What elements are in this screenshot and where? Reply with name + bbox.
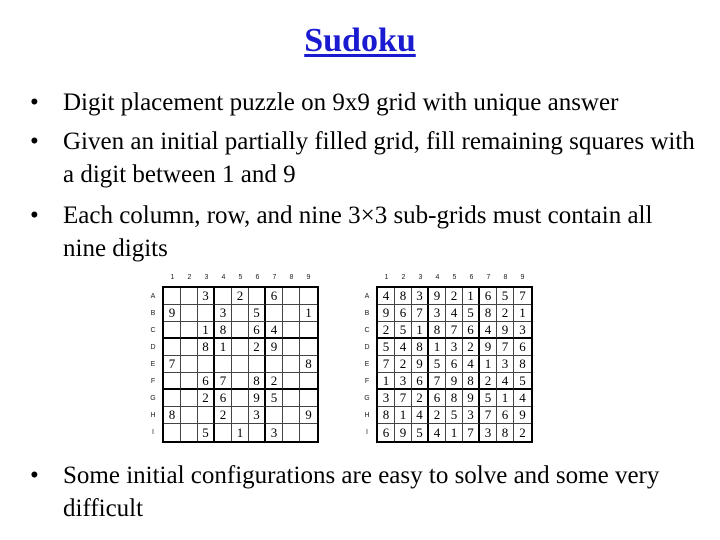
slide-title: Sudoku — [304, 22, 416, 59]
sudoku-cell — [300, 339, 317, 356]
sudoku-cell: 2 — [198, 390, 215, 407]
column-label: 4 — [221, 274, 226, 281]
sudoku-cell: 6 — [378, 424, 395, 441]
sudoku-cell: 2 — [463, 339, 480, 356]
sudoku-grid — [162, 286, 319, 443]
sudoku-cell: 8 — [198, 339, 215, 356]
sudoku-cell: 6 — [266, 288, 283, 305]
column-label: 3 — [204, 274, 209, 281]
column-label: 6 — [255, 274, 260, 281]
sudoku-cell: 3 — [395, 373, 412, 390]
sudoku-cell: 3 — [215, 305, 232, 322]
bullet-text: Each column, row, and nine 3×3 sub-grids must contain all nine digits — [63, 202, 653, 262]
column-label: 7 — [272, 274, 277, 281]
row-label: G — [150, 395, 156, 402]
sudoku-cell — [164, 339, 181, 356]
sudoku-cell: 9 — [249, 390, 266, 407]
sudoku-cell: 2 — [446, 288, 463, 305]
sudoku-cell — [249, 288, 266, 305]
sudoku-cell: 8 — [446, 390, 463, 407]
sudoku-cell: 2 — [497, 305, 514, 322]
sudoku-cell: 6 — [514, 339, 531, 356]
sudoku-cell: 8 — [378, 407, 395, 424]
column-label: 9 — [306, 274, 311, 281]
bullet-3 — [30, 199, 700, 265]
sudoku-cell: 3 — [480, 424, 497, 441]
sudoku-cell: 1 — [395, 407, 412, 424]
sudoku-cell: 8 — [480, 305, 497, 322]
sudoku-cell — [300, 288, 317, 305]
sudoku-cell: 3 — [378, 390, 395, 407]
row-label: B — [364, 310, 370, 317]
column-label: 1 — [384, 274, 389, 281]
row-label: A — [364, 293, 370, 300]
sudoku-cell: 8 — [215, 322, 232, 339]
sudoku-cell — [283, 373, 300, 390]
sudoku-cell: 3 — [497, 356, 514, 373]
sudoku-cell — [215, 356, 232, 373]
sudoku-cell: 2 — [266, 373, 283, 390]
sudoku-cell: 5 — [463, 305, 480, 322]
sudoku-cell: 5 — [429, 356, 446, 373]
sudoku-cell — [300, 424, 317, 441]
row-label: I — [366, 429, 368, 436]
sudoku-initial-grid — [148, 274, 326, 446]
sudoku-cell: 5 — [266, 390, 283, 407]
sudoku-cell: 8 — [164, 407, 181, 424]
sudoku-cell: 7 — [412, 305, 429, 322]
sudoku-cell: 4 — [480, 322, 497, 339]
sudoku-cell: 5 — [480, 390, 497, 407]
sudoku-cell — [283, 424, 300, 441]
sudoku-cell: 6 — [412, 373, 429, 390]
bullet-1 — [30, 86, 700, 119]
sudoku-cell: 7 — [446, 322, 463, 339]
sudoku-cell: 9 — [378, 305, 395, 322]
sudoku-cell: 7 — [429, 373, 446, 390]
sudoku-cell: 6 — [198, 373, 215, 390]
sudoku-cell: 7 — [497, 339, 514, 356]
sudoku-cell: 8 — [497, 424, 514, 441]
bullet-text: Digit placement puzzle on 9x9 grid with unique answer — [63, 89, 619, 116]
sudoku-cell: 9 — [463, 390, 480, 407]
column-label: 4 — [435, 274, 440, 281]
row-label: H — [364, 412, 370, 419]
bullet-marker: • — [30, 202, 39, 229]
sudoku-cell: 5 — [497, 288, 514, 305]
sudoku-cell: 6 — [480, 288, 497, 305]
sudoku-cell — [232, 356, 249, 373]
sudoku-cell: 6 — [497, 407, 514, 424]
sudoku-cell — [300, 390, 317, 407]
sudoku-cell: 5 — [198, 424, 215, 441]
row-label: D — [150, 344, 156, 351]
sudoku-cell — [300, 373, 317, 390]
sudoku-cell: 5 — [412, 424, 429, 441]
row-label: I — [152, 429, 154, 436]
sudoku-cell: 9 — [514, 407, 531, 424]
sudoku-cell: 3 — [446, 339, 463, 356]
sudoku-cell — [266, 356, 283, 373]
sudoku-cell: 7 — [480, 407, 497, 424]
sudoku-cell: 1 — [232, 424, 249, 441]
row-label: C — [364, 327, 370, 334]
sudoku-cell — [283, 288, 300, 305]
sudoku-cell: 2 — [480, 373, 497, 390]
row-label: H — [150, 412, 156, 419]
sudoku-cell: 3 — [412, 288, 429, 305]
sudoku-cell: 4 — [429, 424, 446, 441]
sudoku-cell — [215, 288, 232, 305]
sudoku-cell: 1 — [429, 339, 446, 356]
sudoku-cell: 7 — [395, 390, 412, 407]
bullet-marker: • — [30, 128, 39, 155]
sudoku-cell — [181, 373, 198, 390]
sudoku-grid — [376, 286, 533, 443]
sudoku-cell — [181, 407, 198, 424]
sudoku-cell: 9 — [266, 339, 283, 356]
sudoku-cell: 4 — [266, 322, 283, 339]
sudoku-cell: 7 — [215, 373, 232, 390]
sudoku-cell: 6 — [395, 305, 412, 322]
sudoku-cell — [164, 390, 181, 407]
row-label: C — [150, 327, 156, 334]
sudoku-cell — [232, 407, 249, 424]
column-label: 1 — [170, 274, 175, 281]
sudoku-cell — [164, 288, 181, 305]
sudoku-cell — [266, 407, 283, 424]
sudoku-cell — [266, 305, 283, 322]
sudoku-cell: 8 — [395, 288, 412, 305]
column-label: 3 — [418, 274, 423, 281]
sudoku-cell — [232, 339, 249, 356]
sudoku-cell: 8 — [514, 356, 531, 373]
sudoku-cell: 1 — [463, 288, 480, 305]
sudoku-cell: 7 — [514, 288, 531, 305]
sudoku-cell — [283, 322, 300, 339]
sudoku-cell: 5 — [249, 305, 266, 322]
column-label: 9 — [520, 274, 525, 281]
sudoku-cell: 7 — [378, 356, 395, 373]
bullet-text: Some initial configurations are easy to solve and some very difficult — [63, 462, 660, 522]
sudoku-cell: 2 — [412, 390, 429, 407]
sudoku-cell: 6 — [249, 322, 266, 339]
sudoku-cell — [249, 356, 266, 373]
bullet-2 — [30, 125, 700, 191]
sudoku-cell: 1 — [446, 424, 463, 441]
sudoku-cell — [283, 407, 300, 424]
sudoku-cell: 1 — [300, 305, 317, 322]
sudoku-cell: 8 — [249, 373, 266, 390]
sudoku-cell: 3 — [514, 322, 531, 339]
sudoku-cell: 5 — [446, 407, 463, 424]
row-label: F — [364, 378, 370, 385]
sudoku-cell — [249, 424, 266, 441]
sudoku-cell: 5 — [378, 339, 395, 356]
row-label: G — [364, 395, 370, 402]
sudoku-cell — [181, 390, 198, 407]
row-label: E — [150, 361, 156, 368]
sudoku-cell: 3 — [198, 288, 215, 305]
sudoku-cell: 4 — [378, 288, 395, 305]
row-label: B — [150, 310, 156, 317]
sudoku-cell — [283, 305, 300, 322]
column-label: 2 — [401, 274, 406, 281]
sudoku-cell: 4 — [463, 356, 480, 373]
sudoku-cell: 4 — [395, 339, 412, 356]
sudoku-cell — [181, 424, 198, 441]
sudoku-cell — [164, 322, 181, 339]
sudoku-cell: 2 — [249, 339, 266, 356]
sudoku-cell: 9 — [395, 424, 412, 441]
column-label: 7 — [486, 274, 491, 281]
sudoku-cell: 5 — [514, 373, 531, 390]
column-label: 8 — [289, 274, 294, 281]
bullet-4 — [30, 459, 700, 525]
sudoku-cell: 1 — [480, 356, 497, 373]
sudoku-cell: 4 — [497, 373, 514, 390]
sudoku-cell — [215, 424, 232, 441]
sudoku-cell: 9 — [412, 356, 429, 373]
sudoku-cell — [164, 424, 181, 441]
sudoku-cell: 8 — [429, 322, 446, 339]
sudoku-cell: 3 — [429, 305, 446, 322]
sudoku-cell: 9 — [429, 288, 446, 305]
sudoku-cell: 4 — [412, 407, 429, 424]
sudoku-cell: 4 — [446, 305, 463, 322]
bullet-marker: • — [30, 89, 39, 116]
sudoku-cell: 1 — [215, 339, 232, 356]
sudoku-cell — [283, 356, 300, 373]
sudoku-cell: 1 — [378, 373, 395, 390]
sudoku-cell — [232, 390, 249, 407]
column-label: 2 — [187, 274, 192, 281]
column-label: 5 — [452, 274, 457, 281]
sudoku-cell: 1 — [497, 390, 514, 407]
sudoku-cell: 3 — [249, 407, 266, 424]
sudoku-cell: 5 — [395, 322, 412, 339]
sudoku-cell — [283, 339, 300, 356]
sudoku-cell — [232, 305, 249, 322]
row-label: D — [364, 344, 370, 351]
sudoku-cell: 2 — [519, 424, 526, 440]
sudoku-cell — [181, 356, 198, 373]
sudoku-cell: 9 — [446, 373, 463, 390]
sudoku-cell — [181, 339, 198, 356]
sudoku-cell: 8 — [412, 339, 429, 356]
sudoku-cell: 6 — [215, 390, 232, 407]
sudoku-cell: 1 — [412, 322, 429, 339]
row-label: F — [150, 378, 156, 385]
sudoku-cell: 8 — [300, 356, 317, 373]
sudoku-cell — [181, 288, 198, 305]
sudoku-cell: 8 — [463, 373, 480, 390]
sudoku-cell — [198, 305, 215, 322]
sudoku-cell — [198, 356, 215, 373]
sudoku-cell — [283, 390, 300, 407]
sudoku-cell: 6 — [446, 356, 463, 373]
column-label: 8 — [503, 274, 508, 281]
sudoku-cell — [164, 373, 181, 390]
sudoku-cell: 7 — [463, 424, 480, 441]
sudoku-cell: 9 — [164, 305, 181, 322]
sudoku-cell: 2 — [378, 322, 395, 339]
column-label: 6 — [469, 274, 474, 281]
sudoku-cell: 3 — [463, 407, 480, 424]
sudoku-cell — [198, 407, 215, 424]
sudoku-cell: 6 — [463, 322, 480, 339]
sudoku-cell — [181, 322, 198, 339]
sudoku-cell — [232, 322, 249, 339]
sudoku-cell: 2 — [232, 288, 249, 305]
row-label: E — [364, 361, 370, 368]
sudoku-cell — [300, 322, 317, 339]
sudoku-cell: 4 — [514, 390, 531, 407]
sudoku-cell: 9 — [497, 322, 514, 339]
row-label: A — [150, 293, 156, 300]
sudoku-cell — [232, 373, 249, 390]
bullet-marker: • — [30, 462, 39, 489]
sudoku-cell: 2 — [215, 407, 232, 424]
sudoku-cell: 2 — [395, 356, 412, 373]
sudoku-cell: 9 — [300, 407, 317, 424]
sudoku-cell: 6 — [429, 390, 446, 407]
sudoku-solution-grid — [362, 274, 540, 446]
sudoku-cell: 7 — [164, 356, 181, 373]
sudoku-cell: 9 — [480, 339, 497, 356]
column-label: 5 — [238, 274, 243, 281]
sudoku-cell: 1 — [514, 305, 531, 322]
sudoku-cell — [181, 305, 198, 322]
bullet-text: Given an initial partially filled grid, fill remaining squares with a digit between 1 and 9 — [63, 128, 695, 188]
sudoku-cell: 2 — [429, 407, 446, 424]
sudoku-cell: 3 — [266, 424, 283, 441]
sudoku-cell: 1 — [198, 322, 215, 339]
